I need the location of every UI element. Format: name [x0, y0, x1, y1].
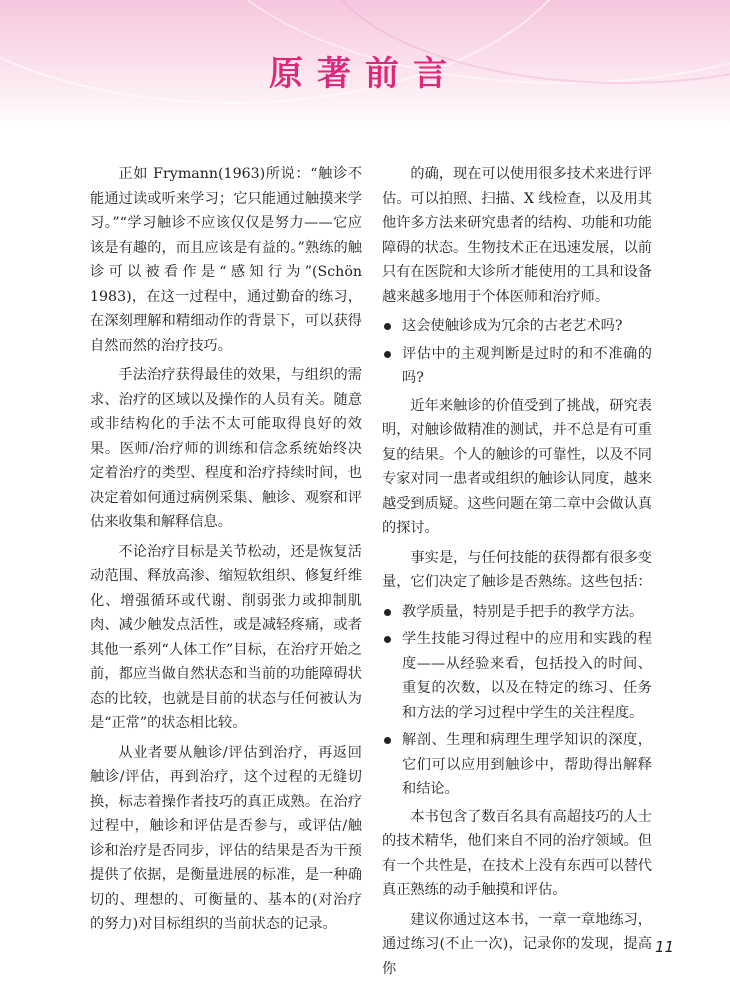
bullet-item [382, 342, 652, 391]
paragraph: 的确，现在可以使用很多技术来进行评估。可以拍照、扫描、X 线检查，以及用其他许多方法来研究患者的结构、功能和功能障碍的状态。生物技术正在迅速发展，以前只有在医院和大诊所才能使用的工具和设备越来越多地用于个体医师和治疗师。 [382, 166, 652, 305]
page-title: 原著前言 [269, 54, 461, 94]
bullet-text: 学生技能习得过程中的应用和实践的程度——从经验来看，包括投入的时间、重复的次数，以及在特定的练习、任务和方法的学习过程中学生的关注程度。 [402, 631, 652, 721]
page-number: 11 [655, 938, 675, 956]
paragraph: 本书包含了数百名具有高超技巧的人士的技术精华，他们来自不同的治疗领域。但有一个共性是，在技术上没有东西可以替代真正熟练的动手触摸和评估。 [382, 808, 652, 898]
bullet-item [382, 728, 652, 802]
bullet-item [382, 600, 652, 625]
bullet-text: 教学质量，特别是手把手的教学方法。 [402, 603, 644, 620]
left-column [90, 162, 362, 942]
bullet-dot-icon [384, 636, 391, 643]
bullet-text: 这会使触诊成为冗余的古老艺术吗? [402, 318, 623, 334]
paragraph: 不论治疗目标是关节松动，还是恢复活动范围、释放高渗、缩短软组织、修复纤维化、增强循环或代谢、削弱张力或抑制肌肉、减少触发点活性，或是减轻疼痛，或者其他一系列“人体工作”目标，在治疗开始之前，都应当做自然状态和当前的功能障碍状态的比较，也就是目前的状态与任何被认为是“正常”的状态相比较。 [90, 543, 362, 731]
paragraph: 近年来触诊的价值受到了挑战，研究表明，对触诊做精准的测试，并不总是有可重复的结果。个人的触诊的可靠性，以及不同专家对同一患者或组织的触诊认同度，越来越受到质疑。这些问题在第二章中会做认真的探讨。 [382, 397, 652, 536]
bullet-dot-icon [384, 609, 391, 616]
bullet-item [382, 314, 652, 339]
paragraph: 从业者要从触诊/评估到治疗，再返回触诊/评估，再到治疗，这个过程的无缝切换，标志着操作者技巧的真正成熟。在治疗过程中，触诊和评估是否参与，或评估/触诊和治疗是否同步，评估的结果是否为干预提供了依据，是衡量进展的标准，是一种确切的、理想的、可衡量的、基本的(对治疗的努力)对目标组织的当前状态的记录。 [90, 744, 362, 932]
bullet-text: 解剖、生理和病理生理学知识的深度，它们可以应用到触诊中，帮助得出解释和结论。 [402, 732, 652, 797]
paragraph: 事实是，与任何技能的获得都有很多变量，它们决定了触诊是否熟练。这些包括： [382, 549, 652, 590]
right-column [382, 162, 652, 986]
paragraph: 手法治疗获得最佳的效果，与组织的需求、治疗的区域以及操作的人员有关。随意或非结构化的手法不太可能取得良好的效果。医师/治疗师的训练和信念系统始终决定着治疗的类型、程度和治疗持续时间，也决定着如何通过病例采集、触诊、观察和评估来收集和解释信息。 [90, 367, 362, 530]
bullet-text: 评估中的主观判断是过时的和不准确的吗? [402, 345, 652, 386]
paragraph: 正如 Frymann(1963)所说：“触诊不能通过读或听来学习；它只能通过触摸来学习。”“学习触诊不应该仅仅是努力——它应该是有趣的，而且应该是有益的。”熟练的触诊可以被看作是“感知行为”(Schön 1983)，在这一过程中，通过勤奋的练习，在深刻理解和精细动作的背景下，可以获得自然而然的治疗技巧。 [90, 166, 362, 354]
paragraph: 建议你通过这本书，一章一章地练习，通过练习(不止一次)，记录你的发现，提高你 [382, 911, 652, 977]
bullet-item [382, 627, 652, 725]
bullet-dot-icon [384, 351, 391, 358]
bullet-dot-icon [384, 323, 391, 330]
bullet-dot-icon [384, 737, 391, 744]
